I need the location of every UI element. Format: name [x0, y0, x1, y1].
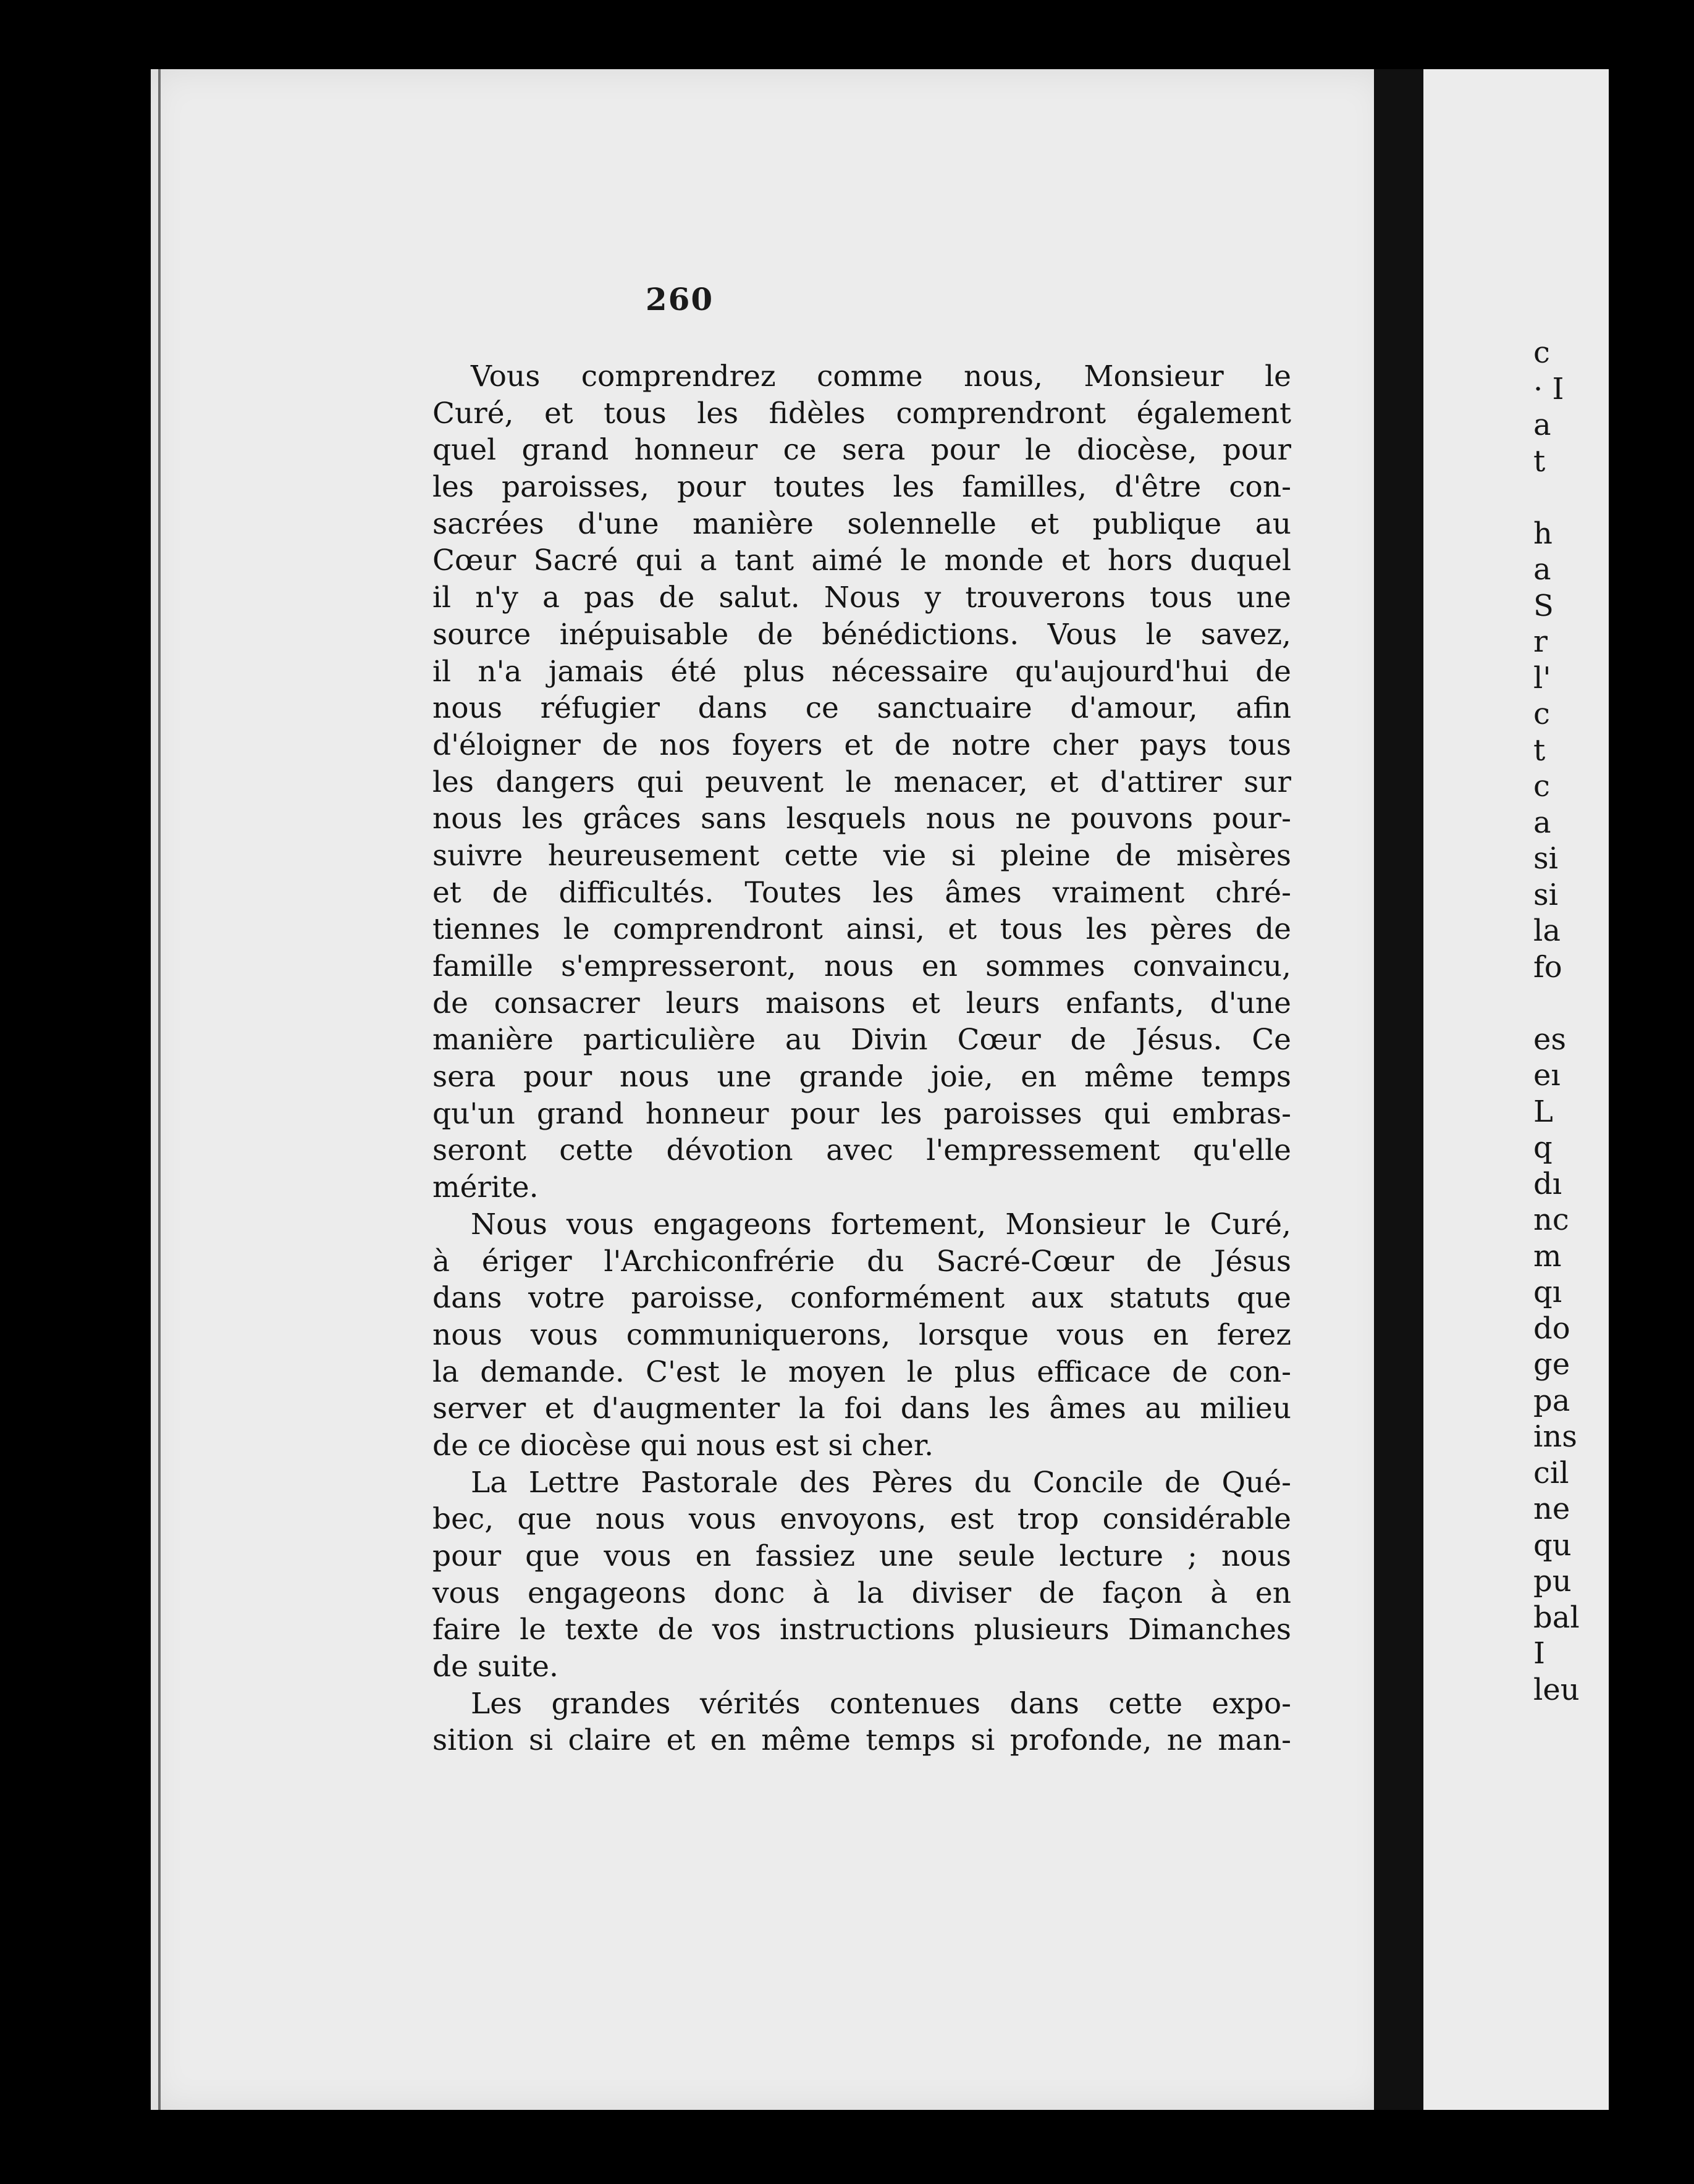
facing-text-fragment: eı	[1533, 1058, 1561, 1093]
facing-text-fragment: pa	[1533, 1383, 1570, 1418]
facing-text-fragment: dı	[1533, 1166, 1562, 1201]
text-line: et de difficultés. Toutes les âmes vraiment chré-	[432, 875, 1291, 910]
text-line: d'éloigner de nos foyers et de notre cher pays tous	[432, 728, 1291, 762]
book-gutter	[1374, 69, 1423, 2110]
facing-text-fragment: ins	[1533, 1419, 1577, 1454]
facing-text-fragment: L	[1533, 1094, 1553, 1129]
text-line: tiennes le comprendront ainsi, et tous les pères de	[432, 912, 1291, 947]
text-line: nous réfugier dans ce sanctuaire d'amour, afin	[432, 691, 1291, 726]
text-line: de consacrer leurs maisons et leurs enfants, d'une	[432, 986, 1291, 1020]
text-line: seront cette dévotion avec l'empressement qu'elle	[432, 1133, 1291, 1168]
page-body-text	[432, 358, 1291, 1759]
text-line: famille s'empresseront, nous en sommes convaincu,	[432, 949, 1291, 983]
text-line: sacrées d'une manière solennelle et publique au	[432, 506, 1291, 541]
text-line: source inépuisable de bénédictions. Vous le savez,	[432, 617, 1291, 652]
page-edge	[158, 69, 161, 2110]
facing-text-fragment: cil	[1533, 1455, 1569, 1490]
facing-text-fragment: a	[1533, 408, 1551, 442]
text-line: bec, que nous vous envoyons, est trop considérable	[432, 1502, 1291, 1537]
facing-text-fragment: qu	[1533, 1527, 1572, 1563]
facing-text-fragment: m	[1533, 1238, 1562, 1274]
text-line: server et d'augmenter la foi dans les âmes au milieu	[432, 1392, 1291, 1426]
facing-text-fragment: si	[1533, 877, 1558, 912]
text-line: nous les grâces sans lesquels nous ne pouvons pour-	[432, 802, 1291, 836]
text-line: pour que vous en fassiez une seule lecture ; nous	[432, 1539, 1291, 1573]
text-line: de suite.	[432, 1650, 558, 1684]
facing-text-fragment: pu	[1533, 1564, 1572, 1598]
facing-text-fragment: t	[1533, 443, 1546, 479]
text-line: Vous comprendrez comme nous, Monsieur le	[471, 359, 1291, 393]
text-line: sition si claire et en même temps si profonde, ne man-	[432, 1723, 1291, 1758]
text-line: Curé, et tous les fidèles comprendront également	[432, 396, 1291, 430]
text-line: quel grand honneur ce sera pour le diocèse, pour	[432, 433, 1291, 468]
text-line: les paroisses, pour toutes les familles, d'être con-	[432, 470, 1291, 505]
facing-text-fragment: r	[1533, 624, 1548, 659]
facing-text-fragment: S	[1533, 588, 1554, 623]
text-line: manière particulière au Divin Cœur de Jésus. Ce	[432, 1023, 1291, 1057]
text-line: il n'y a pas de salut. Nous y trouverons tous une	[432, 581, 1291, 615]
facing-text-fragment: fo	[1533, 949, 1562, 985]
facing-text-fragment: qı	[1533, 1275, 1562, 1309]
text-line: sera pour nous une grande joie, en même temps	[432, 1060, 1291, 1094]
facing-text-fragment: c	[1533, 697, 1550, 731]
text-line: mérite.	[432, 1170, 539, 1205]
text-line: qu'un grand honneur pour les paroisses qui embras-	[432, 1096, 1291, 1131]
text-line: La Lettre Pastorale des Pères du Concile de Qué-	[471, 1465, 1291, 1500]
facing-page-text	[1533, 335, 1694, 1708]
facing-text-fragment	[1533, 985, 1694, 1022]
facing-text-fragment: l'	[1533, 660, 1551, 695]
facing-text-fragment: bal	[1533, 1600, 1580, 1635]
facing-text-fragment: t	[1533, 733, 1546, 768]
facing-text-fragment: · I	[1533, 371, 1564, 406]
facing-text-fragment: do	[1533, 1311, 1570, 1346]
facing-text-fragment	[1533, 479, 1694, 516]
text-line: Les grandes vérités contenues dans cette expo-	[471, 1686, 1291, 1721]
text-line: Nous vous engageons fortement, Monsieur le Curé,	[471, 1207, 1291, 1241]
text-line: Cœur Sacré qui a tant aimé le monde et hors duquel	[432, 544, 1291, 578]
text-line: dans votre paroisse, conformément aux statuts que	[432, 1281, 1291, 1316]
text-line: faire le texte de vos instructions plusieurs Dimanches	[432, 1613, 1291, 1647]
text-line: les dangers qui peuvent le menacer, et d'attirer sur	[432, 765, 1291, 799]
facing-text-fragment: ne	[1533, 1492, 1570, 1526]
facing-text-fragment: q	[1533, 1130, 1553, 1165]
facing-text-fragment: ge	[1533, 1347, 1570, 1382]
facing-text-fragment: la	[1533, 914, 1561, 948]
text-line: suivre heureusement cette vie si pleine de misères	[432, 838, 1291, 873]
facing-text-fragment: h	[1533, 516, 1553, 551]
page-number: 260	[645, 281, 714, 317]
facing-text-fragment: a	[1533, 805, 1551, 840]
text-line: vous engageons donc à la diviser de façon à en	[432, 1576, 1291, 1610]
text-line: il n'a jamais été plus nécessaire qu'aujourd'hui de	[432, 654, 1291, 689]
text-line: à ériger l'Archiconfrérie du Sacré-Cœur de Jésus	[432, 1244, 1291, 1279]
text-line: la demande. C'est le moyen le plus efficace de con-	[432, 1354, 1291, 1389]
facing-text-fragment: si	[1533, 841, 1558, 876]
facing-text-fragment: c	[1533, 335, 1550, 370]
facing-text-fragment: leu	[1533, 1672, 1580, 1707]
facing-text-fragment: c	[1533, 769, 1550, 804]
facing-text-fragment: nc	[1533, 1203, 1569, 1237]
facing-page	[1423, 69, 1609, 2110]
text-line: nous vous communiquerons, lorsque vous en ferez	[432, 1317, 1291, 1352]
facing-text-fragment: es	[1533, 1022, 1567, 1057]
text-line: de ce diocèse qui nous est si cher.	[432, 1428, 934, 1463]
facing-text-fragment: I	[1533, 1636, 1545, 1671]
facing-text-fragment: a	[1533, 552, 1551, 587]
